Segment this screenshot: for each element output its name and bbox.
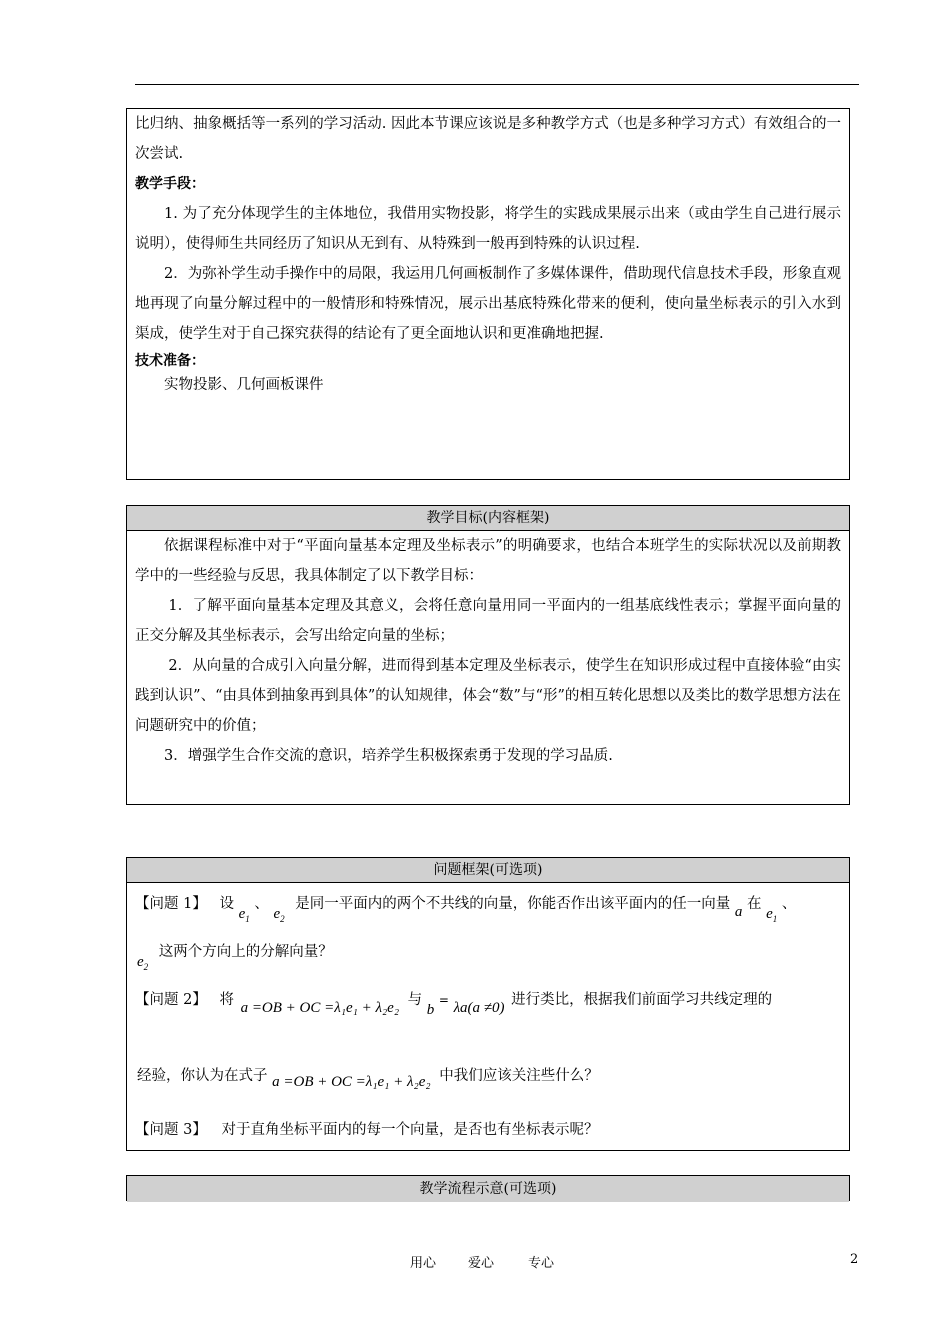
section-title: 问题框架(可选项) bbox=[127, 858, 849, 883]
formula-decomposition: a =OB + OC =λ₁e₁ + λ₂e₂ bbox=[240, 1000, 400, 1016]
teaching-flow-box bbox=[126, 1175, 850, 1201]
question-1-cont: $e_2$ 这两个方向上的分解向量？ bbox=[137, 944, 333, 972]
vector-e2: $e_2$ bbox=[137, 954, 149, 972]
vector-e2: $e_2$ bbox=[273, 906, 285, 924]
paragraph: 2．为弥补学生动手操作中的局限，我运用几何画板制作了多媒体课件，借助现代信息技术手段，形象直观地再现了向量分解过程中的一般情形和特殊情况，展示出基底特殊化带来的便利，使向量坐标表示的引入水到渠成，使学生对于自己探究获得的结论有了更全面地认识和更准确地把握. bbox=[135, 266, 841, 342]
vector-e1: $e_1$ bbox=[766, 906, 778, 924]
question-1: 【问题 1】 设 $e_1$ 、 $e_2$ 是同一平面内的两个不共线的向量，你能否作出该平面内的任一向量 a 在 $e_1$ 、 bbox=[135, 896, 797, 924]
goal-item: 3．增强学生合作交流的意识，培养学生积极探索勇于发现的学习品质. bbox=[164, 748, 613, 764]
paragraph: 比归纳、抽象概括等一系列的学习活动. 因此本节课应该说是多种教学方式（也是多种学习方式）有效组合的一次尝试. bbox=[135, 116, 841, 162]
teaching-means-box bbox=[126, 108, 850, 480]
heading-teaching-means: 教学手段： bbox=[135, 176, 205, 192]
teaching-goals-box bbox=[126, 505, 850, 805]
paragraph: 1. 为了充分体现学生的主体地位，我借用实物投影，将学生的实践成果展示出来（或由学生自己进行展示说明），使得师生共同经历了知识从无到有、从特殊到一般再到特殊的认识过程. bbox=[135, 206, 841, 252]
question-label: 【问题 1】 bbox=[135, 896, 207, 912]
question-2: 【问题 2】 将 a =OB + OC =λ₁e₁ + λ₂e₂ 与 b = λa(a ≠0) 进行类比，根据我们前面学习共线定理的 bbox=[135, 992, 773, 1018]
paragraph: 实物投影、几何画板课件 bbox=[164, 377, 324, 393]
section-title: 教学流程示意(可选项) bbox=[127, 1176, 849, 1202]
question-label: 【问题 3】 bbox=[135, 1122, 207, 1138]
footer-word: 专心 bbox=[528, 1256, 555, 1271]
vector-a: a bbox=[734, 904, 743, 920]
question-2-cont: 经验，你认为在式子 a =OB + OC =λ₁e₁ + λ₂e₂ 中我们应该关注些什么？ bbox=[137, 1068, 599, 1090]
question-3: 【问题 3】 对于直角坐标平面内的每一个向量，是否也有坐标表示呢？ bbox=[135, 1122, 599, 1138]
question-framework-box bbox=[126, 857, 850, 1151]
goal-item: 2．从向量的合成引入向量分解，进而得到基本定理及坐标表示，使学生在知识形成过程中直接体验“由实践到认识”、“由具体到抽象再到具体”的认知规律，体会“数”与“形”的相互转化思想以及类比的数学思想方法在问题研究中的价值； bbox=[135, 658, 841, 734]
formula-collinear: λa(a ≠0) bbox=[453, 1000, 505, 1016]
formula-decomposition: a =OB + OC =λ₁e₁ + λ₂e₂ bbox=[272, 1074, 431, 1090]
heading-tech-prep: 技术准备： bbox=[135, 353, 205, 369]
goal-item: 1．了解平面向量基本定理及其意义，会将任意向量用同一平面内的一组基底线性表示；掌握平面向量的正交分解及其坐标表示，会写出给定向量的坐标； bbox=[135, 598, 841, 644]
paragraph: 依据课程标准中对于“平面向量基本定理及坐标表示”的明确要求，也结合本班学生的实际状况以及前期教学中的一些经验与反思，我具体制定了以下教学目标： bbox=[135, 538, 841, 584]
footer-word: 用心 bbox=[410, 1256, 437, 1271]
section-title: 教学目标(内容框架) bbox=[127, 506, 849, 531]
question-label: 【问题 2】 bbox=[135, 992, 207, 1008]
footer-word: 爱心 bbox=[468, 1256, 495, 1271]
vector-b: b bbox=[426, 1002, 435, 1018]
page-number: 2 bbox=[850, 1252, 859, 1267]
header-rule bbox=[135, 84, 859, 85]
vector-e1: $e_1$ bbox=[238, 906, 250, 924]
